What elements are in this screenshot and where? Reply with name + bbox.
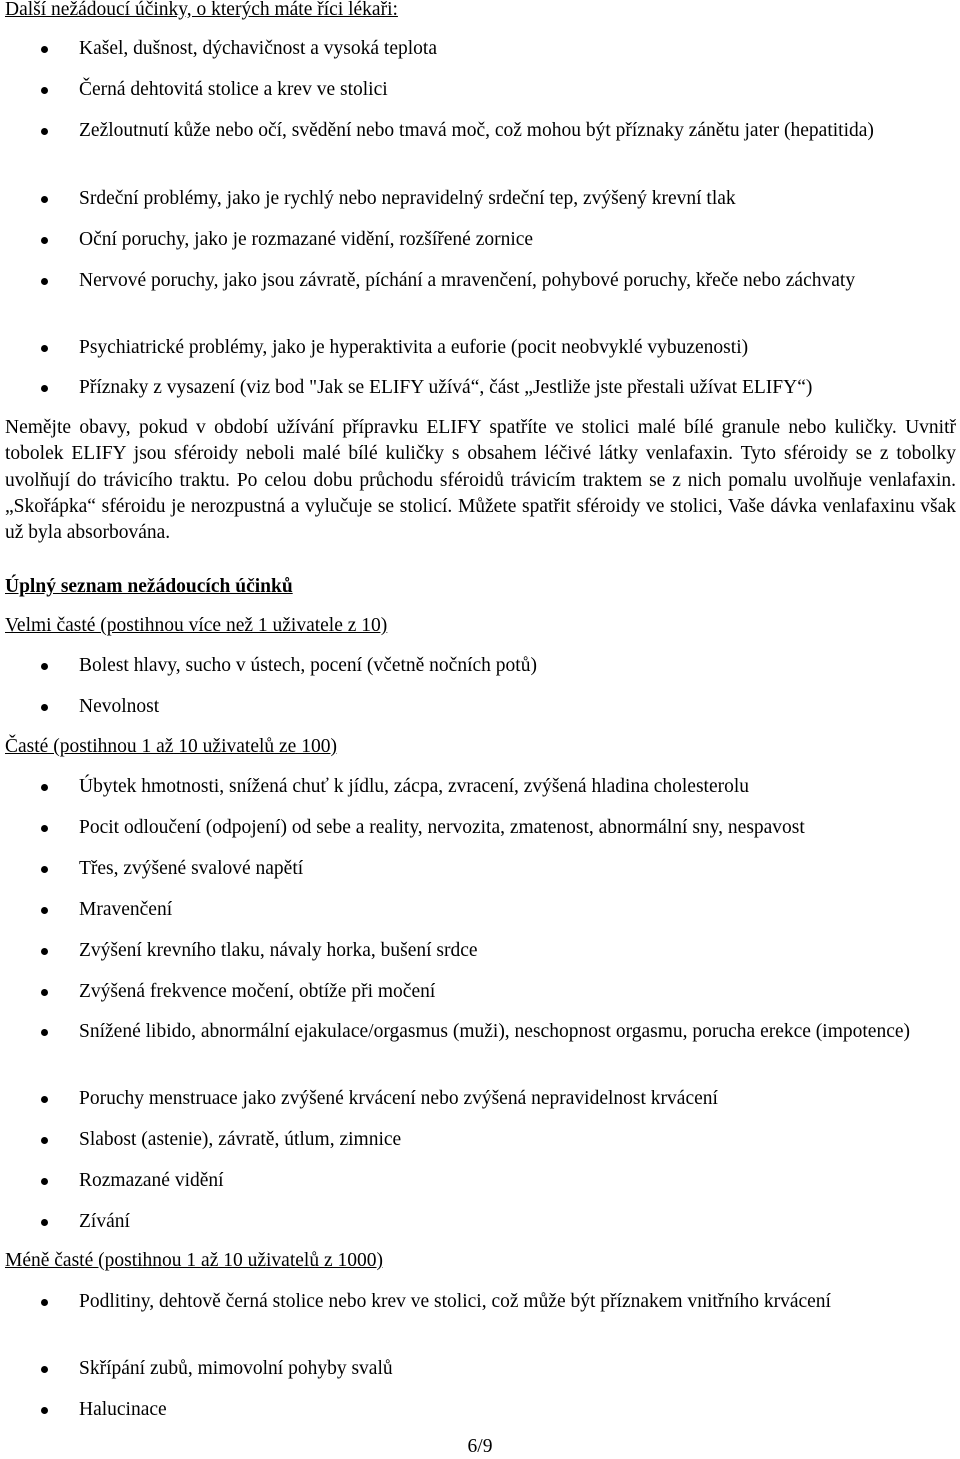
- list-item: Psychiatrické problémy, jako je hyperaktivita a euforie (pocit neobvyklé vybuzenosti): [79, 335, 956, 362]
- other-side-effects-heading: Další nežádoucí účinky, o kterých máte říci lékaři:: [5, 0, 398, 20]
- list-item: Pocit odloučení (odpojení) od sebe a reality, nervozita, zmatenost, abnormální sny, nespavost: [79, 815, 956, 842]
- list-item: Příznaky z vysazení (viz bod "Jak se ELIFY užívá“, část „Jestliže jste přestali užívat ELIFY“): [79, 375, 956, 402]
- very-common-heading: Velmi časté (postihnou více než 1 uživatele z 10): [5, 615, 388, 636]
- list-item: Kašel, dušnost, dýchavičnost a vysoká teplota: [79, 36, 956, 63]
- list-item: Podlitiny, dehtově černá stolice nebo krev ve stolici, což může být příznakem vnitřního krvácení: [79, 1289, 956, 1316]
- list-item: Zežloutnutí kůže nebo očí, svědění nebo tmavá moč, což mohou být příznaky zánětu jater (hepatitida): [79, 118, 956, 145]
- note-sentence: Můžete spatřit sféroidy ve stolici, Vaše dávka venlafaxinu však už byla absorbována.: [5, 495, 957, 544]
- list-item: Skřípání zubů, mimovolní pohyby svalů: [79, 1356, 956, 1383]
- list-item: Poruchy menstruace jako zvýšené krvácení nebo zvýšená nepravidelnost krvácení: [79, 1086, 956, 1113]
- list-item: Zvýšení krevního tlaku, návaly horka, bušení srdce: [79, 938, 956, 965]
- list-item: Třes, zvýšené svalové napětí: [79, 856, 956, 883]
- list-item: Rozmazané vidění: [79, 1168, 956, 1195]
- full-list-title: Úplný seznam nežádoucích účinků: [5, 576, 293, 597]
- note-sentence: Tyto sféroidy se z tobolky uvolňují do trávicího traktu.: [5, 443, 956, 491]
- note-sentence: Po celou dobu průchodu sféroidů trávicím traktem se z nich pomalu uvolňuje venlafaxin.: [236, 469, 957, 491]
- list-item: Nevolnost: [79, 694, 956, 721]
- list-item: Slabost (astenie), závratě, útlum, zimnice: [79, 1127, 956, 1154]
- list-item: Úbytek hmotnosti, snížená chuť k jídlu, zácpa, zvracení, zvýšená hladina cholesterolu: [79, 774, 956, 801]
- note-sentence: „Skořápka“ sféroidu je nerozpustná a vylučuje se stolicí.: [5, 495, 453, 517]
- list-item: Černá dehtovitá stolice a krev ve stolici: [79, 77, 956, 104]
- list-item: Srdeční problémy, jako je rychlý nebo nepravidelný srdeční tep, zvýšený krevní tlak: [79, 186, 956, 213]
- common-heading: Časté (postihnou 1 až 10 uživatelů ze 100): [5, 736, 337, 757]
- list-item: Halucinace: [79, 1397, 956, 1424]
- note-sentence: Uvnitř tobolek ELIFY jsou sféroidy neboli malé bílé kuličky s obsahem léčivé látky venlafaxin.: [5, 417, 957, 465]
- list-item: Bolest hlavy, sucho v ústech, pocení (včetně nočních potů): [79, 653, 956, 680]
- note-sentence: Nemějte obavy, pokud v období užívání přípravku ELIFY spatříte ve stolici malé bílé granule nebo kuličky.: [5, 417, 897, 438]
- list-item: Snížené libido, abnormální ejakulace/orgasmus (muži), neschopnost orgasmu, porucha erekce (impotence): [79, 1019, 956, 1046]
- list-item: Oční poruchy, jako je rozmazané vidění, rozšířené zornice: [79, 227, 956, 254]
- list-item: Mravenčení: [79, 897, 956, 924]
- list-item: Nervové poruchy, jako jsou závratě, píchání a mravenčení, pohybové poruchy, křeče nebo záchvaty: [79, 268, 956, 295]
- page-number: 6/9: [467, 1436, 493, 1457]
- list-item: Zvýšená frekvence močení, obtíže při močení: [79, 979, 956, 1006]
- uncommon-heading: Méně časté (postihnou 1 až 10 uživatelů z 1000): [5, 1250, 383, 1271]
- list-item: Zívání: [79, 1209, 956, 1236]
- spheroid-note-paragraph: [5, 415, 956, 546]
